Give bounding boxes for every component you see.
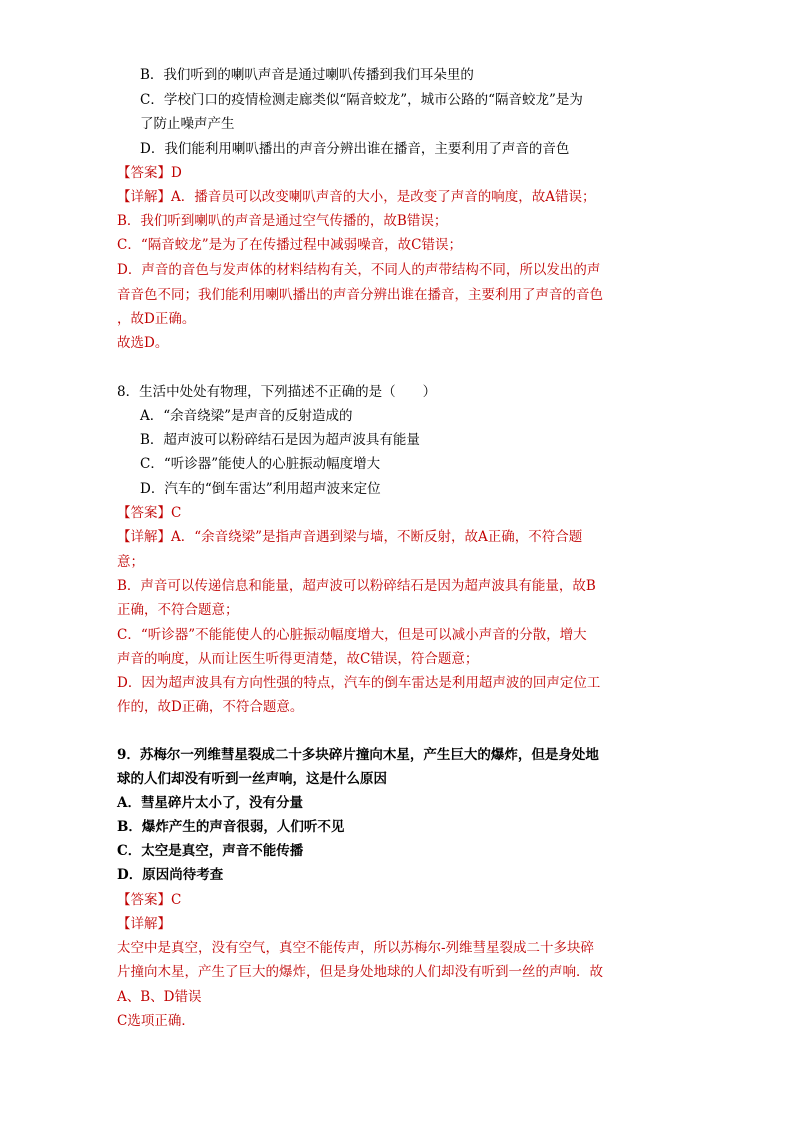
q7-detail-line: B．我们听到喇叭的声音是通过空气传播的，故B错误； [117, 213, 448, 229]
q7-detail-line [117, 185, 596, 209]
detail-text: A．播音员可以改变喇叭声音的大小，是改变了声音的响度，故A错误； [171, 189, 596, 205]
q8-answer [117, 501, 181, 525]
q9-detail-line: C选项正确． [117, 1013, 195, 1029]
detail-tag: 【详解】 [117, 189, 171, 205]
q9-detail-line: 太空中是真空，没有空气，真空不能传声，所以苏梅尔-列维彗星裂成二十多块碎 [117, 940, 595, 956]
q8-detail-line: 意； [117, 554, 144, 570]
q9-option-d: D．原因尚待考查 [117, 867, 224, 883]
q7-conclusion: 故选D。 [117, 335, 169, 351]
answer-tag: 【答案】 [117, 165, 171, 181]
q8-detail-line: 作的，故D正确，不符合题意。 [117, 699, 304, 715]
detail-tag: 【详解】 [117, 529, 171, 545]
q8-detail-line: B．声音可以传递信息和能量，超声波可以粉碎结石是因为超声波具有能量，故B [117, 578, 596, 594]
q9-option-a: A．彗星碎片太小了，没有分量 [117, 795, 303, 811]
q8-detail-line: 声音的响度，从而让医生听得更清楚，故C错误，符合题意； [117, 651, 479, 667]
q7-detail-line: 音音色不同；我们能利用喇叭播出的声音分辨出谁在播音，主要利用了声音的音色 [117, 287, 603, 303]
q9-option-b: B．爆炸产生的声音很弱，人们听不见 [117, 819, 345, 835]
q8-detail-line: D．因为超声波具有方向性强的特点，汽车的倒车雷达是利用超声波的回声定位工 [117, 675, 601, 691]
q7-detail-line: C．“隔音蛟龙”是为了在传播过程中减弱噪音，故C错误； [117, 237, 462, 253]
q9-detail-tag: 【详解】 [117, 916, 171, 932]
q8-option-b: B．超声波可以粉碎结石是因为超声波具有能量 [140, 432, 420, 448]
q7-detail-line: D．声音的音色与发声体的材料结构有关，不同人的声带结构不同，所以发出的声 [117, 262, 601, 278]
q7-answer [117, 161, 182, 185]
q7-option-c: C．学校门口的疫情检测走廊类似“隔音蛟龙”，城市公路的“隔音蛟龙”是为 [140, 92, 583, 108]
q9-detail-line: 片撞向木星，产生了巨大的爆炸，但是身处地球的人们却没有听到一丝的声响．故 [117, 964, 603, 980]
q8-detail-line: 正确，不符合题意； [117, 602, 239, 618]
q9-answer [117, 888, 181, 912]
answer-tag: 【答案】 [117, 892, 171, 908]
q7-option-d: D．我们能利用喇叭播出的声音分辨出谁在播音，主要利用了声音的音色 [140, 141, 570, 157]
q7-option-b: B．我们听到的喇叭声音是通过喇叭传播到我们耳朵里的 [140, 67, 474, 83]
answer-value: D [171, 165, 182, 181]
answer-value: C [171, 892, 182, 908]
q9-detail-line: A、B、D错误 [117, 989, 202, 1005]
q8-detail-line: C．“听诊器”不能能使人的心脏振动幅度增大，但是可以减小声音的分散，增大 [117, 627, 587, 643]
q8-stem: 8．生活中处处有物理，下列描述不正确的是（ ） [117, 384, 437, 400]
q8-detail-line [117, 525, 582, 549]
q8-option-a: A．“余音绕梁”是声音的反射造成的 [140, 408, 353, 424]
q9-stem: 球的人们却没有听到一丝声响，这是什么原因 [117, 771, 387, 787]
q9-stem: 9．苏梅尔一列维彗星裂成二十多块碎片撞向木星，产生巨大的爆炸，但是身处地 [117, 747, 599, 763]
q8-option-d: D．汽车的“倒车雷达”利用超声波来定位 [140, 481, 381, 497]
q9-option-c: C．太空是真空，声音不能传播 [117, 843, 304, 859]
q7-option-c-cont: 了防止噪声产生 [140, 116, 235, 132]
answer-tag: 【答案】 [117, 505, 171, 521]
answer-value: C [171, 505, 182, 521]
q8-option-c: C．“听诊器”能使人的心脏振动幅度增大 [140, 456, 381, 472]
detail-text: A．“余音绕梁”是指声音遇到梁与墙，不断反射，故A正确，不符合题 [171, 529, 583, 545]
q7-detail-line: ，故D正确。 [117, 311, 196, 327]
